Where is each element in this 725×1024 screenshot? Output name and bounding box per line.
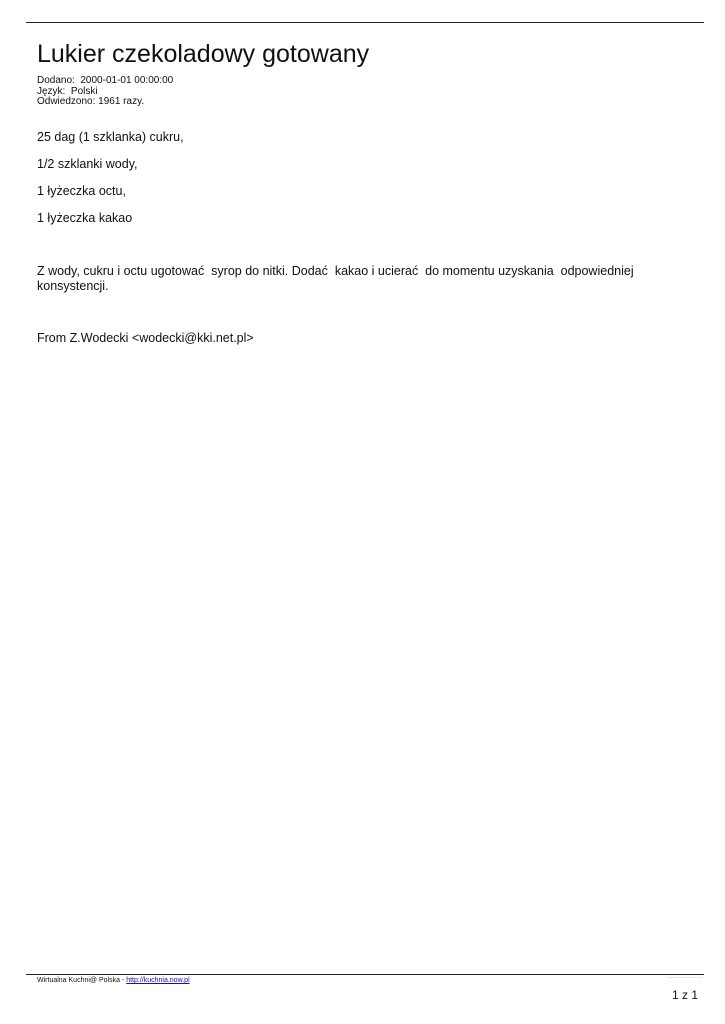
ingredient-item: 1 łyżeczka kakao <box>37 211 133 225</box>
ingredient-item: 1/2 szklanki wody, <box>37 157 138 171</box>
footer-site-label: Wirtualna Kuchni@ Polska - <box>37 977 127 984</box>
print-stamp-mark <box>668 977 702 978</box>
ingredient-item: 25 dag (1 szklanka) cukru, <box>37 130 184 144</box>
date-added: Dodano: 2000-01-01 00:00:00 <box>37 75 174 86</box>
ingredient-list <box>37 130 184 238</box>
bottom-divider <box>26 974 704 975</box>
top-divider <box>26 22 704 23</box>
visit-count: Odwiedzono: 1961 razy. <box>37 96 145 107</box>
recipe-metadata <box>37 76 173 108</box>
footer-site-link[interactable]: http://kuchnia.now.pl <box>126 977 190 984</box>
recipe-source: From Z.Wodecki <wodecki@kki.net.pl> <box>37 331 254 345</box>
language: Język: Polski <box>37 85 98 97</box>
recipe-instructions: Z wody, cukru i octu ugotować syrop do nitki. Dodać kakao i ucierać do momentu uzyskania odpowiedniej konsystencji. <box>37 264 638 293</box>
page-title: Lukier czekoladowy gotowany <box>37 40 370 68</box>
ingredient-item: 1 łyżeczka octu, <box>37 184 126 198</box>
page-footer <box>37 976 190 985</box>
page-number: 1 z 1 <box>671 988 698 1002</box>
